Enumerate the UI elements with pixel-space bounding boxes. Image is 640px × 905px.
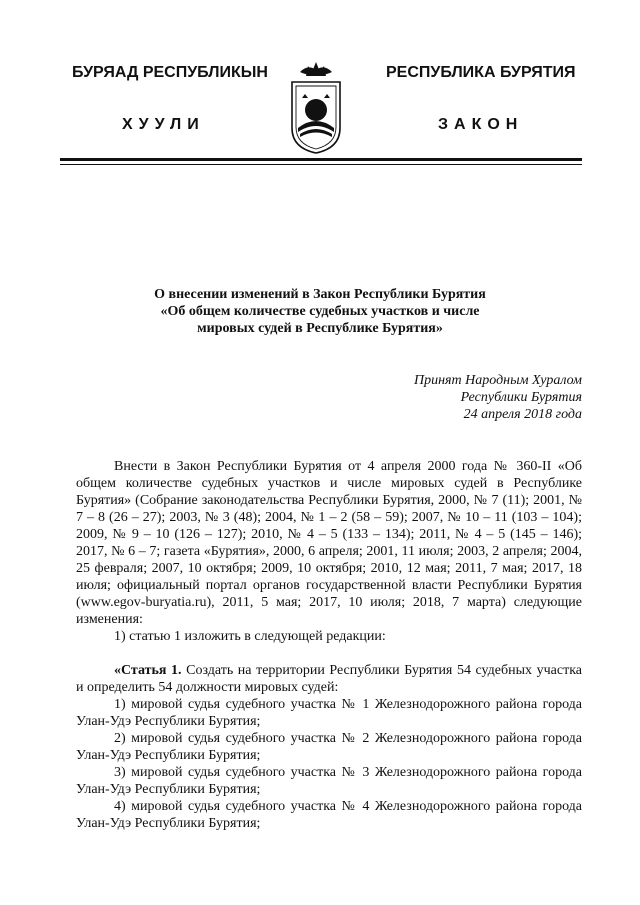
article-label: «Статья 1. <box>114 663 182 678</box>
list-item: 1) мировой судья судебного участка № 1 Железнодорожного района города Улан-Удэ Республики Бурятия; <box>76 697 582 729</box>
amendment-item-1: 1) статью 1 изложить в следующей редакции: <box>114 629 386 644</box>
adoption-line: Принят Народным Хуралом <box>413 373 582 388</box>
adoption-note <box>282 372 582 423</box>
header-right-line2: ЗАКОН <box>438 116 524 133</box>
article-text: Создать на территории Республики Бурятия 54 судебных участка и определить 54 должности мировых судей: <box>76 663 582 695</box>
adoption-date: 24 апреля 2018 года <box>463 407 582 422</box>
coat-of-arms-emblem <box>288 58 344 154</box>
list-item: 3) мировой судья судебного участка № 3 Железнодорожного района города Улан-Удэ Республики Бурятия; <box>76 765 582 797</box>
document-body <box>76 458 582 832</box>
header-right-line1: РЕСПУБЛИКА БУРЯТИЯ <box>386 64 576 81</box>
document-title <box>120 286 520 337</box>
list-item: 4) мировой судья судебного участка № 4 Железнодорожного района города Улан-Удэ Республики Бурятия; <box>76 799 582 831</box>
header-rule-thick <box>60 158 582 161</box>
adoption-line: Республики Бурятия <box>460 390 582 405</box>
header-left-line1: БУРЯАД РЕСПУБЛИКЫН <box>72 64 268 81</box>
title-line: мировых судей в Республике Бурятия» <box>197 321 443 336</box>
header-rule-thin <box>60 164 582 165</box>
article-1-paragraph <box>76 662 582 696</box>
intro-paragraph: Внести в Закон Республики Бурятия от 4 апреля 2000 года № 360-II «Об общем количестве судебных участков и числе мировых судей в Республике Бурятия» (Собрание законодательства Республики Бурятия, 2000, № 7 (11); 2001, № 7 – 8 (26 – 27); 2003, № 3 (48); 2004, № 1 – 2 (58 – 59); 2007, № 10 – 11 (103 – 104); 2009, № 9 – 10 (126 – 127); 2010, № 4 – 5 (133 – 134); 2011, № 4 – 5 (145 – 146); 2017, № 6 – 7; газета «Бурятия», 2000, 6 апреля; 2001, 11 июля; 2003, 2 апреля; 2004, 25 февраля; 2007, 10 октября; 2009, 10 октября; 2010, 12 мая; 2011, 7 мая; 2017, 18 июля; официальный портал органов государственной власти Республики Бурятия (www.egov-buryatia.ru), 2011, 5 мая; 2017, 10 июля; 2018, 7 марта) следующие изменения: <box>76 459 582 627</box>
title-line: О внесении изменений в Закон Республики Бурятия <box>154 287 486 302</box>
title-line: «Об общем количестве судебных участков и числе <box>160 304 480 319</box>
list-item: 2) мировой судья судебного участка № 2 Железнодорожного района города Улан-Удэ Республики Бурятия; <box>76 731 582 763</box>
header-left-line2: ХУУЛИ <box>122 116 205 133</box>
